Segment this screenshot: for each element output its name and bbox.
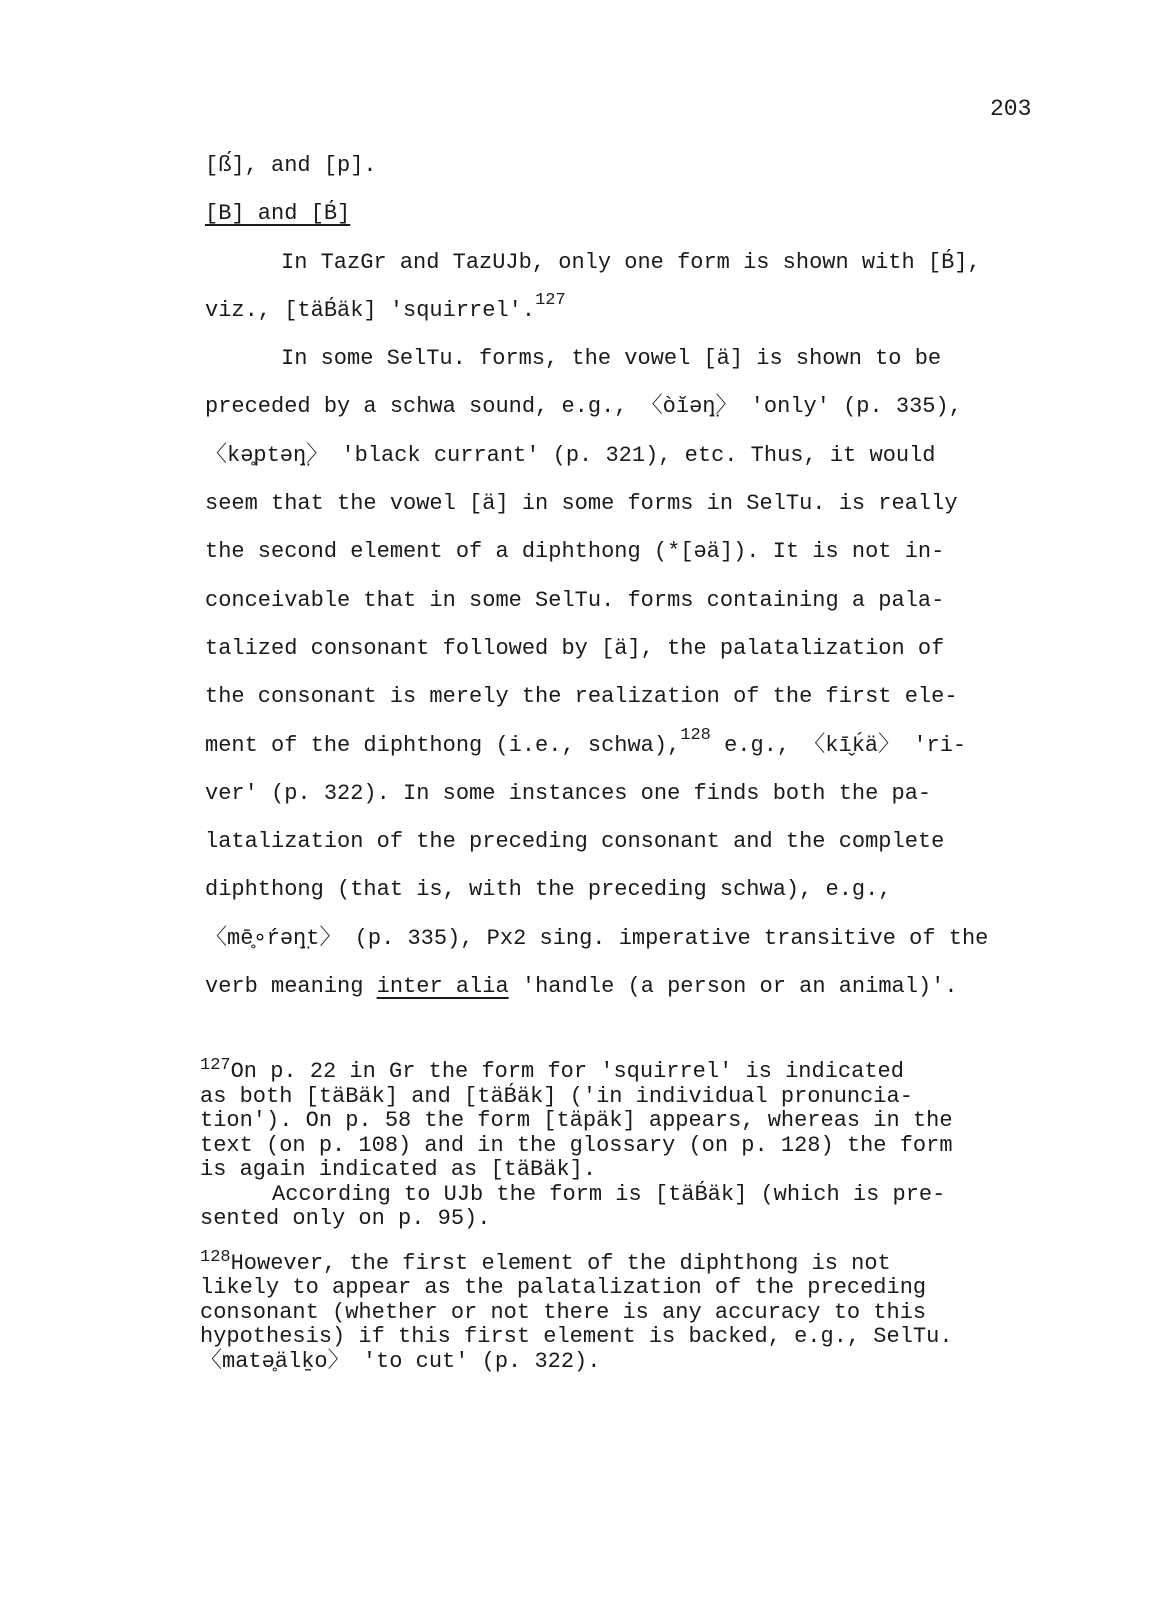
text-line bbox=[205, 722, 1045, 770]
footnote-text: consonant (whether or not there is any accuracy to this bbox=[200, 1299, 927, 1325]
text-line: diphthong (that is, with the preceding schwa), e.g., bbox=[205, 877, 892, 903]
text-line: 〈kə̥ptəŋ̤〉 'black currant' (p. 321), etc. Thus, it would bbox=[205, 442, 936, 468]
footnote-text: as both [täBäk] and [täB́äk] ('in individual pronuncia- bbox=[200, 1083, 913, 1109]
footnote-text: hypothesis) if this first element is backed, e.g., SelTu. bbox=[200, 1324, 953, 1349]
footnote-text: According to UJb the form is [täB́äk] (which is pre- bbox=[272, 1181, 946, 1207]
footnote-text: 〈matə̥älḵo〉 'to cut' (p. 322). bbox=[200, 1348, 601, 1374]
section-heading bbox=[205, 190, 1045, 238]
text-line: the second element of a diphthong (*[əä]). It is not in- bbox=[205, 539, 945, 565]
text-line: ver' (p. 322). In some instances one finds both the pa- bbox=[205, 780, 932, 806]
text-span: viz., [täB́äk] 'squirrel'. bbox=[205, 297, 536, 323]
footnote-128 bbox=[200, 1247, 1060, 1277]
footnote-text: sented only on p. 95). bbox=[200, 1206, 491, 1231]
footnotes bbox=[200, 1056, 1060, 1374]
footnote-text: is again indicated as [täBäk]. bbox=[200, 1157, 597, 1182]
text-line: latalization of the preceding consonant and the complete bbox=[205, 829, 945, 855]
footnote-text: However, the first element of the diphthong is not bbox=[230, 1250, 891, 1276]
text-span: verb meaning bbox=[205, 974, 377, 1000]
section-heading-text: [B] and [B́] bbox=[205, 201, 351, 227]
text-line: conceivable that in some SelTu. forms containing a pala- bbox=[205, 587, 945, 613]
text-line: [ß́], and [p]. bbox=[205, 153, 377, 178]
text-line: talized consonant followed by [ä], the palatalization of bbox=[205, 635, 945, 661]
footnote-text: text (on p. 108) and in the glossary (on p. 128) the form bbox=[200, 1132, 953, 1158]
footnote-ref-128: 128 bbox=[680, 725, 711, 745]
text-line: preceded by a schwa sound, e.g., 〈òĭəŋ̤〉 'only' (p. 335), bbox=[205, 394, 962, 420]
footnote-gap bbox=[200, 1232, 1060, 1252]
text-line: In some SelTu. forms, the vowel [ä] is shown to be bbox=[281, 346, 942, 372]
footnote-text: On p. 22 in Gr the form for 'squirrel' is indicated bbox=[230, 1059, 904, 1084]
text-span: e.g., 〈kī̬ḱä〉 'ri- bbox=[710, 732, 967, 758]
footnote-ref-127: 127 bbox=[535, 290, 566, 310]
text-span: 'handle (a person or an animal)'. bbox=[508, 974, 958, 1000]
text-span: ment of the diphthong (i.e., schwa), bbox=[205, 732, 681, 758]
underlined-phrase: inter alia bbox=[376, 974, 509, 1000]
footnote-number: 128 bbox=[200, 1247, 231, 1267]
footnote-127 bbox=[200, 1056, 1060, 1085]
footnote-number: 127 bbox=[200, 1056, 231, 1075]
footnote-text: likely to appear as the palatalization of the preceding bbox=[200, 1275, 927, 1300]
page-number: 203 bbox=[990, 96, 1032, 122]
text-line: the consonant is merely the realization of the first ele- bbox=[205, 684, 958, 710]
text-line: In TazGr and TazUJb, only one form is shown with [B́], bbox=[281, 249, 981, 275]
text-line bbox=[205, 963, 1045, 1011]
text-line bbox=[205, 287, 1045, 335]
footnote-text: tion'). On p. 58 the form [täpäk] appears, whereas in the bbox=[200, 1108, 953, 1133]
text-line: seem that the vowel [ä] in some forms in SelTu. is really bbox=[205, 491, 958, 517]
body-text bbox=[205, 142, 1045, 1011]
text-line: 〈mē̥∘ŕəŋ̤t〉 (p. 335), Px2 sing. imperative transitive of the bbox=[205, 925, 989, 951]
